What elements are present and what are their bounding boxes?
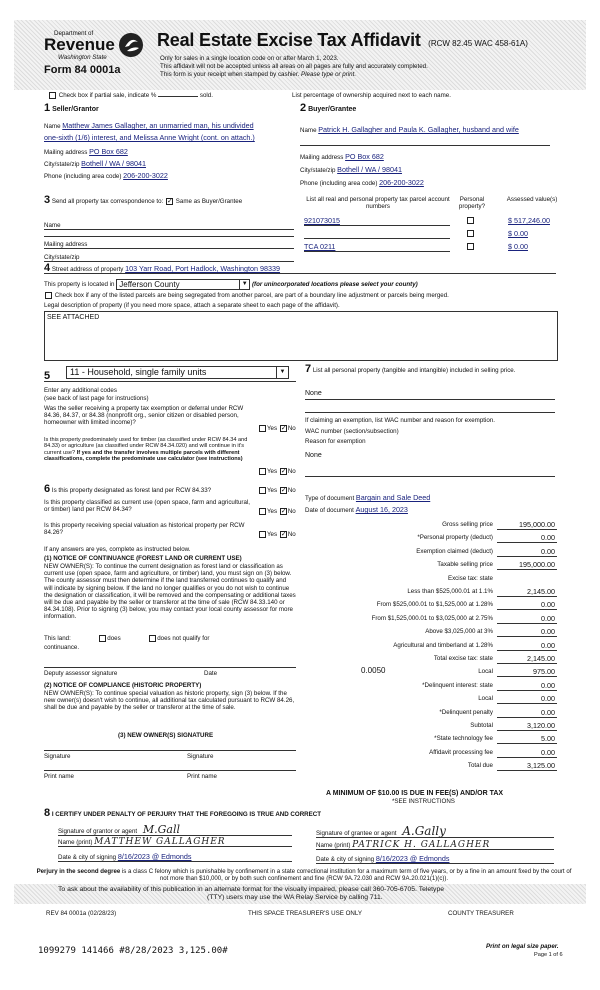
grantee-name-value[interactable]: PATRICK H. GALLAGHER [352, 840, 491, 850]
openspace-yes-checkbox[interactable] [259, 508, 266, 515]
tax-row-label: *Delinquent penalty [439, 708, 493, 716]
tax-row [305, 708, 557, 719]
chevron-down-icon: ▼ [239, 280, 249, 289]
new-owner-print-line [44, 770, 296, 771]
tax-row-line [497, 717, 557, 718]
tax-row-line [497, 623, 557, 624]
tax-calculation-table [305, 520, 557, 780]
if-yes-note: If any answers are yes, complete as instructed below. [44, 546, 191, 553]
parcel-number[interactable]: 921073015 [304, 216, 340, 225]
grantee-name-row: Name (print) PATRICK H. GALLAGHER [316, 842, 554, 850]
alt-format-line2: (TTY) users may use the WA Relay Service by calling 711. [207, 894, 383, 901]
chevron-down-icon: ▼ [276, 367, 288, 378]
grantor-date-value[interactable]: 8/16/2023 @ Edmonds [117, 852, 192, 861]
partial-sale-row: Check box if partial sale, indicate % sold. [48, 92, 213, 99]
county-row: This property is located in Jefferson County ▼ (for unincorporated locations please select your county) [44, 280, 418, 289]
form-title-block [157, 30, 577, 51]
buyer-phone-row: Phone (including area code) 206-200-3022 [300, 178, 424, 187]
seller-name-value[interactable]: Matthew James Gallagher, an unmarried man, his undivided [62, 121, 254, 130]
tax-row [305, 667, 557, 678]
openspace-no-checkbox[interactable]: ✓ [280, 508, 287, 515]
tax-row-label: Total due [467, 762, 493, 770]
tax-row [305, 533, 557, 544]
tax-row-value[interactable]: 2,145.00 [527, 587, 555, 596]
openspace-yes-no: Yes ✓No [258, 508, 296, 515]
seller-mailing-row: Mailing address PO Box 682 [44, 147, 128, 156]
legal-desc-label: Legal description of property (if you need more space, attach a separate sheet to each page of the affidavit). [44, 302, 340, 309]
tax-row-label: Affidavit processing fee [429, 748, 493, 756]
section-1-seller: 1 Seller/Grantor [44, 102, 99, 114]
subtitle-1: Only for sales in a single location code on or after March 1, 2023. [160, 55, 339, 62]
tax-row-label: From $525,000.01 to $1,525,000 at 1.28% [376, 601, 493, 609]
doc-date-value[interactable]: August 16, 2023 [355, 505, 408, 514]
legal-desc-field[interactable] [44, 311, 558, 361]
sec7-line [305, 399, 555, 400]
seller-phone-value[interactable]: 206-200-3022 [123, 171, 168, 180]
tax-row-line [497, 757, 557, 758]
tax-row-label: From $1,525,000.01 to $3,025,000 at 2.75% [371, 614, 493, 622]
doc-type-value[interactable]: Bargain and Sale Deed [355, 493, 431, 502]
tax-row-value[interactable]: 0.00 [541, 613, 555, 623]
grantee-date-row: Date & city of signing 8/16/2023 @ Edmonds [316, 855, 554, 864]
buyer-city-row: City/state/zip Bothell / WA / 98041 [300, 165, 403, 174]
tax-row-line [497, 596, 557, 597]
notice-compliance-title: (2) NOTICE OF COMPLIANCE (HISTORIC PROPERTY) [44, 682, 202, 689]
land-does-checkbox[interactable] [99, 635, 106, 642]
tax-row-value[interactable]: 3,125.00 [527, 761, 555, 771]
tax-row-value[interactable]: 0.00 [541, 546, 555, 556]
doc-date-row: Date of document August 16, 2023 [305, 505, 408, 514]
tax-row [305, 694, 557, 705]
section-4-street: 4 Street address of property 103 Yarr Road, Port Hadlock, Washington 98339 [44, 265, 556, 274]
continuance-label: continuance. [44, 644, 80, 651]
parcel-personal-checkbox[interactable] [467, 230, 474, 237]
historical-no-checkbox[interactable]: ✓ [280, 531, 287, 538]
buyer-mailing-value[interactable]: PO Box 682 [345, 152, 384, 161]
tax-row [305, 681, 557, 692]
exemption-yes-checkbox[interactable] [259, 425, 266, 432]
tax-row [305, 587, 557, 598]
partial-sale-pct-field[interactable] [158, 96, 198, 97]
see-instructions: *SEE INSTRUCTIONS [392, 798, 455, 805]
section-7: 7 List all personal property (tangible and intangible) included in selling price. [305, 363, 516, 375]
grantor-name-row: Name (print) MATTHEW GALLAGHER [58, 839, 292, 847]
county-select[interactable] [116, 279, 250, 290]
notice-compliance-text: NEW OWNER(S): To continue special valuation as historic property, sign (3) below. If the new owner(s) doesn't wish to continue, all additional tax calculated pursuant to RCW 84.26, shall be due and payable by the seller or transferor at the time of sale. [44, 690, 295, 712]
tax-row [305, 721, 557, 732]
exemption-question: Was the seller receiving a property tax exemption or deferral under RCW 84.36, 84.37, or 84.38 (nonprofit org., senior citizen or disabled person, homeowner with limited income)? [44, 405, 244, 427]
parcel-number[interactable]: TCA 0211 [304, 242, 336, 251]
timber-yes-no: Yes ✓No [258, 468, 296, 475]
personal-property-value[interactable]: None [305, 390, 322, 397]
rev-number: REV 84 0001a (02/28/23) [46, 910, 117, 917]
section-3-correspondence: 3 Send all property tax correspondence to: ✓ Same as Buyer/Grantee [44, 194, 243, 206]
tax-row-label: *Personal property (deduct) [417, 534, 493, 542]
dept-line1: Department of [54, 30, 94, 37]
tax-row-label: Local [478, 668, 493, 676]
sec3-name-row: Name [44, 222, 294, 230]
new-owner-print-label-1: Print name [44, 773, 74, 780]
tax-row-line [497, 529, 557, 530]
segregated-row: Check box if any of the listed parcels are being segregated from another parcel, are part of a boundary line adjustment or parcels being merged. [44, 292, 449, 299]
buyer-city-value[interactable]: Bothell / WA / 98041 [337, 165, 403, 174]
partial-sale-checkbox[interactable] [49, 92, 56, 99]
forest-yes-checkbox[interactable] [259, 487, 266, 494]
street-address-value[interactable]: 103 Yarr Road, Port Hadlock, Washington 98339 [125, 264, 281, 273]
seller-city-row: City/state/zip Bothell / WA / 98041 [44, 159, 147, 168]
subtitle-3: This form is your receipt when stamped by cashier. Please type or print. [160, 71, 357, 78]
new-owner-sig-label-1: Signature [44, 753, 71, 760]
tax-row-label: Total excise tax: state [433, 655, 493, 662]
tax-row-value[interactable]: 0.00 [541, 680, 555, 690]
tax-row [305, 574, 557, 585]
new-owner-sig-label-2: Signature [187, 753, 214, 760]
tax-row-line [497, 636, 557, 637]
parcel-row [304, 242, 558, 252]
tax-row [305, 600, 557, 611]
tax-row-line [497, 556, 557, 557]
tax-row-value[interactable]: 195,000.00 [519, 520, 555, 529]
local-rate: 0.0050 [361, 666, 386, 676]
exemption-no-checkbox[interactable]: ✓ [280, 425, 287, 432]
reason-line [305, 476, 555, 477]
tax-row-value[interactable]: 0.00 [541, 600, 555, 610]
perjury-notice: Perjury in the second degree is a class C felony which is punishable by confinement in a state correctional institution for a maximum term of five years, or by a fine in an amount fixed by the court of not more than $10,000, or by both such confinement and fine (RCW 9A.72.030 and RCW 9A.20.021(1)(c)). [36, 868, 572, 882]
tax-row-value[interactable]: 0.00 [541, 694, 555, 704]
tax-row [305, 734, 557, 745]
tax-row-value[interactable]: 3,120.00 [527, 721, 555, 730]
tax-row-value[interactable]: 0.00 [541, 640, 555, 650]
dept-line3: Washington State [58, 54, 107, 61]
parcel-value[interactable]: $ 517,246.00 [508, 216, 550, 225]
parcel-value[interactable]: $ 0.00 [508, 242, 528, 251]
tax-row [305, 614, 557, 625]
grantee-date-value[interactable]: 8/16/2023 @ Edmonds [375, 854, 450, 863]
grantor-sig-row: Signature of grantor or agent M.Gall [58, 826, 292, 836]
tax-row-value[interactable]: 5.00 [541, 734, 555, 744]
tax-row-line [497, 690, 557, 691]
historical-yes-checkbox[interactable] [259, 531, 266, 538]
land-use-value: 11 - Household, single family units [70, 367, 207, 377]
tax-row-label: *Delinquent interest: state [422, 681, 493, 689]
tax-row-value[interactable]: 0.00 [541, 627, 555, 637]
dor-swirl-logo-icon [118, 32, 144, 58]
tax-row-line [497, 730, 557, 731]
sec3-city-row: City/state/zip [44, 254, 294, 262]
tax-row-label: Gross selling price [442, 521, 493, 528]
buyer-mailing-row: Mailing address PO Box 682 [300, 152, 384, 161]
deputy-date-label: Date [204, 670, 218, 677]
treasurer-only: THIS SPACE TREASURER'S USE ONLY [248, 910, 362, 917]
tax-row-line [497, 676, 557, 677]
tax-row-value[interactable]: 975.00 [533, 667, 555, 677]
wac-label: WAC number (section/subsection) [305, 428, 399, 435]
tax-row-line [497, 743, 557, 744]
tax-row [305, 547, 557, 558]
parcel-header: List all real and personal property tax parcel account numbers [306, 196, 450, 211]
tax-row-line [497, 542, 557, 543]
personal-header: Personal property? [458, 196, 486, 211]
section-2-buyer: 2 Buyer/Grantee [300, 102, 357, 114]
cashier-stamp: 1099279 141466 #8/28/2023 3,125.00# [38, 946, 228, 956]
tax-row-label: Local [478, 695, 493, 703]
grantee-sig-row: Signature of grantee or agent A.Gally [316, 828, 554, 838]
tax-row [305, 654, 557, 665]
new-owner-sig-title: (3) NEW OWNER(S) SIGNATURE [118, 732, 214, 739]
alt-format-line1: To ask about the availability of this publication in an alternate format for the visually impaired, please call 360-705-6705. Teletype [58, 886, 445, 893]
historical-question: Is this property receiving special valuation as historical property per RCW 84.26? [44, 522, 245, 537]
ownership-pct-note: List percentage of ownership acquired next to each name. [292, 92, 451, 99]
land-use-select[interactable] [66, 366, 289, 379]
notice-continuance-text: NEW OWNER(S): To continue the current designation as forest land or classification as current use (open space, farm and agriculture, or timber) land, you must sign on (3) below. The county assessor must then determine if the land transferred continues to qualify and will indicate by signing below. If the land no longer qualifies or you do not wish to continue the designation or classification, it will be removed and the compensating or additional taxes will be due and payable by the seller or transferor at the time of sale (RCW 84.33.140 or 84.34.108). Prior to signing (3) below, you may contact your local county assessor for more information. [44, 563, 296, 621]
this-land-row: This land: does does not qualify for [44, 635, 210, 643]
tax-row-line [497, 770, 557, 771]
tax-row-value[interactable]: 0.00 [541, 747, 555, 757]
grantor-date-row: Date & city of signing 8/16/2023 @ Edmonds [58, 853, 292, 862]
tax-row [305, 641, 557, 652]
tax-row [305, 627, 557, 638]
tax-row-line [497, 609, 557, 610]
tax-row-value[interactable]: 2,145.00 [527, 654, 555, 663]
tax-row-line [497, 703, 557, 704]
tax-row-label: Taxable selling price [437, 561, 493, 569]
forest-question: 6 Is this property designated as forest land per RCW 84.33? [44, 483, 212, 495]
tax-row-value[interactable]: 0.00 [541, 533, 555, 543]
assessed-header: Assessed value(s) [506, 196, 558, 203]
tax-row-label: Subtotal [470, 722, 493, 729]
legal-desc-value: SEE ATTACHED [47, 314, 100, 321]
exemption-claim-text: If claiming an exemption, list WAC number and reason for exemption. [305, 417, 495, 424]
buyer-phone-value[interactable]: 206-200-3022 [379, 178, 424, 187]
county-select-value: Jefferson County [119, 280, 180, 289]
section-5: 5 [44, 370, 51, 382]
seller-name-value-2[interactable]: one-sixth (1/6) interest, and Melissa Anne Wright (cont. on attach.) [44, 133, 255, 142]
parcel-value[interactable]: $ 0.00 [508, 229, 528, 238]
tax-row-label: *State technology fee [434, 735, 493, 743]
seller-phone-row: Phone (including area code) 206-200-3022 [44, 171, 168, 180]
parcel-row [304, 229, 558, 239]
deputy-sig-label: Deputy assessor signature [44, 670, 118, 677]
parcel-personal-checkbox[interactable] [467, 243, 474, 250]
parcel-row [304, 216, 558, 226]
doc-type-row: Type of document Bargain and Sale Deed [305, 493, 431, 502]
form-number: Form 84 0001a [44, 64, 121, 76]
openspace-question: Is this property classified as current use (open space, farm and agricultural, or timber) land per RCW 84.34? [44, 499, 251, 514]
legal-paper-note: Print on legal size paper. [486, 943, 559, 950]
tax-row [305, 520, 557, 531]
subtitle-2: This affidavit will not be accepted unless all areas on all pages are fully and accurately completed. [160, 63, 428, 70]
tax-row-label: Exemption claimed (deduct) [416, 547, 493, 555]
tax-row [305, 761, 557, 772]
tax-row-line [497, 663, 557, 664]
tax-row [305, 748, 557, 759]
exemption-yes-no: Yes ✓No [258, 425, 296, 432]
seller-mailing-value[interactable]: PO Box 682 [89, 147, 128, 156]
forest-yes-no: Yes ✓No [258, 487, 296, 494]
new-owner-print-label-2: Print name [187, 773, 217, 780]
tax-row [305, 560, 557, 571]
minimum-notice: A MINIMUM OF $10.00 IS DUE IN FEE(S) AND/OR TAX [326, 790, 504, 797]
form-title-rcw: (RCW 82.45 WAC 458-61A) [428, 39, 528, 48]
page-number: Page 1 of 6 [534, 952, 563, 958]
grantor-signature[interactable]: M.Gall [142, 823, 181, 836]
new-owner-sig-line [44, 750, 296, 751]
reason-label: Reason for exemption [305, 438, 366, 445]
tax-row-value[interactable]: 195,000.00 [519, 560, 555, 570]
forest-no-checkbox[interactable]: ✓ [280, 487, 287, 494]
same-as-buyer-checkbox[interactable]: ✓ [167, 197, 173, 205]
certify-row: 8 I CERTIFY UNDER PENALTY OF PERJURY THAT THE FOREGOING IS TRUE AND CORRECT [44, 807, 322, 819]
county-treasurer: COUNTY TREASURER [448, 910, 514, 917]
timber-no-checkbox[interactable]: ✓ [280, 468, 287, 475]
additional-codes-label: Enter any additional codes [44, 387, 117, 394]
buyer-name-value[interactable]: Patrick H. Gallagher and Paula K. Gallagher, husband and wife [318, 125, 519, 134]
deputy-sig-line [44, 667, 296, 668]
parcel-personal-checkbox[interactable] [467, 217, 474, 224]
sec3-name-line2 [44, 236, 294, 237]
sec7-line2 [305, 412, 555, 413]
historical-yes-no: Yes ✓No [258, 531, 296, 538]
dept-line2: Revenue [44, 35, 115, 54]
seller-name-row: Name Matthew James Gallagher, an unmarried man, his undivided [44, 121, 254, 130]
grantee-signature[interactable]: A.Gally [402, 824, 446, 838]
segregated-checkbox[interactable] [45, 292, 52, 299]
tax-row-label: Excise tax: state [447, 574, 493, 582]
tax-row-line [497, 650, 557, 651]
grantor-name-value[interactable]: MATTHEW GALLAGHER [94, 837, 226, 847]
sec3-mailing-row: Mailing address [44, 241, 294, 249]
tax-row-label: Above $3,025,000 at 3% [425, 628, 493, 636]
notice-continuance-title: (1) NOTICE OF CONTINUANCE (FOREST LAND OR CURRENT USE) [44, 555, 242, 562]
seller-city-value[interactable]: Bothell / WA / 98041 [81, 159, 147, 168]
tax-row-value[interactable]: 0.00 [541, 707, 555, 717]
dor-logo-block [42, 30, 148, 80]
tax-row-label: Less than $525,000.01 at 1.1% [407, 588, 493, 595]
form-title: Real Estate Excise Tax Affidavit [157, 30, 421, 50]
additional-codes-note: (see back of last page for instructions) [44, 395, 149, 402]
timber-question: Is this property predominately used for timber (as classified under RCW 84.34 and 84.33) or agriculture (as classified under RCW 84.34.020) and will continue in it's current use? If yes and the transfer involves multiple parcels with different classifications, complete the predominate use calculator (see instructions) [44, 437, 248, 463]
buyer-name-line2 [300, 145, 550, 146]
tax-row-label: Agricultural and timberland at 1.28% [393, 641, 493, 649]
buyer-name-row: Name Patrick H. Gallagher and Paula K. Gallagher, husband and wife [300, 125, 519, 134]
land-does-not-checkbox[interactable] [149, 635, 156, 642]
tax-row-line [497, 569, 557, 570]
reason-value[interactable]: None [305, 452, 322, 459]
sec5-divider [44, 381, 296, 382]
timber-yes-checkbox[interactable] [259, 468, 266, 475]
